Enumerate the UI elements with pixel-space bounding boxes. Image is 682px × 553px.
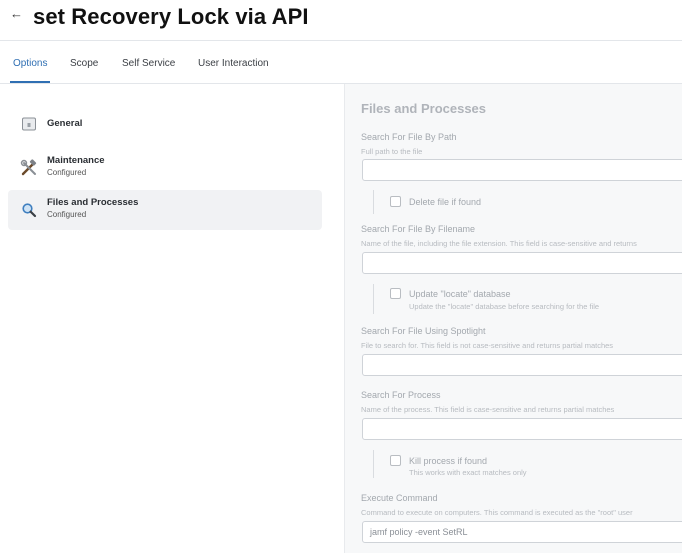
file-path-input[interactable] [362, 159, 682, 181]
indent-line [373, 190, 374, 214]
tab-scope[interactable]: Scope [70, 58, 99, 69]
kill-process-label: Kill process if found [409, 456, 488, 466]
sidebar-item-status: Configured [47, 168, 87, 177]
indent-line [373, 284, 374, 314]
arrow-left-icon[interactable]: ← [10, 6, 23, 21]
process-hint: Name of the process. This field is case-sensitive and returns partial matches [361, 405, 615, 414]
spotlight-input[interactable] [362, 354, 682, 376]
tab-user-interaction[interactable]: User Interaction [198, 58, 269, 69]
spotlight-label: Search For File Using Spotlight [361, 326, 486, 336]
update-locate-checkbox[interactable] [390, 288, 401, 299]
magnifier-icon [20, 201, 38, 219]
filename-input[interactable] [362, 252, 682, 274]
tab-bar [0, 41, 682, 84]
sidebar-item-status: Configured [47, 210, 87, 219]
update-locate-label: Update "locate" database [409, 289, 511, 299]
process-input[interactable] [362, 418, 682, 440]
sidebar-item-label: General [47, 118, 83, 129]
delete-file-label: Delete file if found [409, 197, 482, 207]
active-tab-indicator [10, 81, 50, 83]
general-icon [20, 115, 38, 133]
command-label: Execute Command [361, 493, 438, 503]
indent-line [373, 450, 374, 478]
filename-hint: Name of the file, including the file extension. This field is case-sensitive and returns [361, 239, 637, 248]
kill-process-hint: This works with exact matches only [409, 468, 527, 477]
tab-options[interactable]: Options [13, 58, 48, 69]
sidebar-item-label: Files and Processes [47, 197, 139, 208]
sidebar-item-general[interactable] [8, 104, 322, 144]
command-hint: Command to execute on computers. This command is executed as the "root" user [361, 508, 633, 517]
page-header [0, 0, 682, 41]
path-label: Search For File By Path [361, 132, 457, 142]
update-locate-hint: Update the "locate" database before searching for the file [409, 302, 600, 311]
sidebar-item-files-and-processes[interactable] [8, 190, 322, 230]
path-hint: Full path to the file [361, 147, 423, 156]
section-title: Files and Processes [361, 101, 487, 116]
sidebar-item-maintenance[interactable] [8, 148, 322, 188]
tools-icon [20, 159, 38, 177]
sidebar-item-label: Maintenance [47, 155, 105, 166]
delete-file-checkbox[interactable] [390, 196, 401, 207]
execute-command-input[interactable]: jamf policy -event SetRL [362, 521, 682, 543]
page-title: set Recovery Lock via API [33, 4, 309, 29]
spotlight-hint: File to search for. This field is not case-sensitive and returns partial matches [361, 341, 614, 350]
filename-label: Search For File By Filename [361, 224, 476, 234]
tab-self-service[interactable]: Self Service [122, 58, 176, 69]
process-label: Search For Process [361, 390, 441, 400]
kill-process-checkbox[interactable] [390, 455, 401, 466]
